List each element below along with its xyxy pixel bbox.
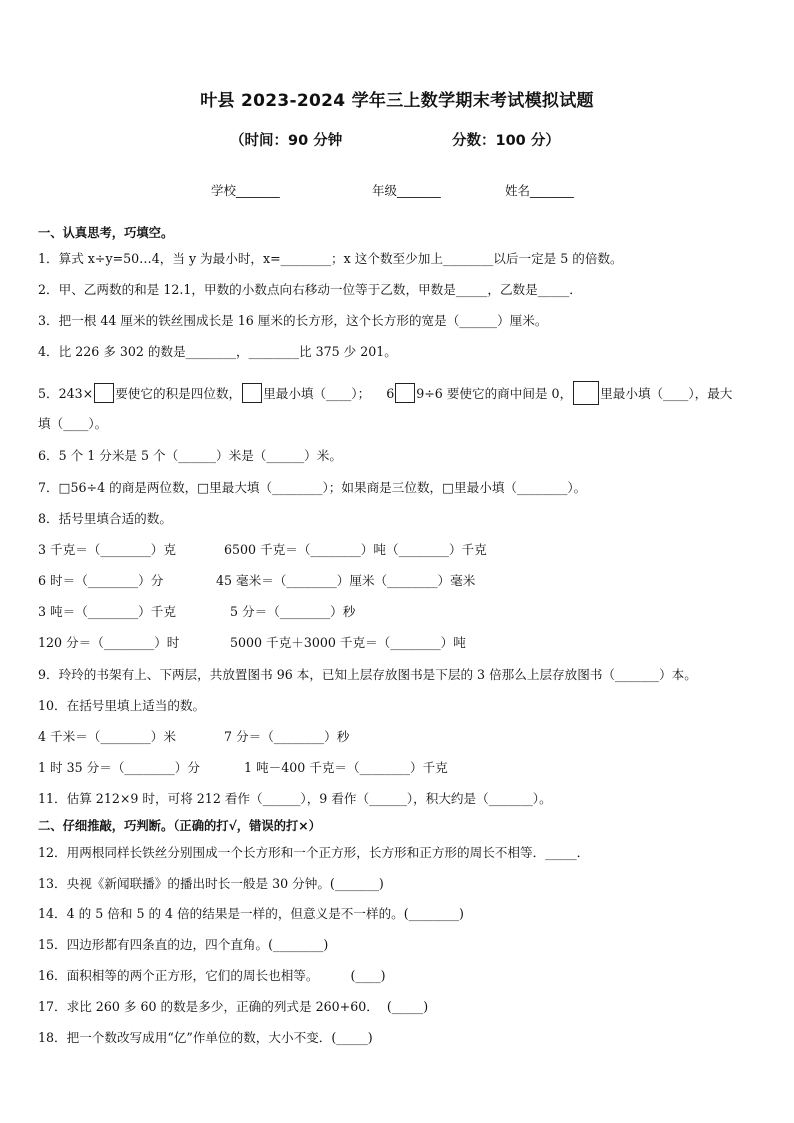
q8-item: 45 毫米＝（________）厘米（________）毫米 [216,573,476,588]
blank-box [242,383,262,403]
question-5-cont: 填（____）。 [38,416,108,431]
q10-item: 1 时 35 分＝（________）分 [38,760,200,775]
question-8: 8．括号里填合适的数。 [38,511,172,526]
question-7: 7．□56÷4 的商是两位数，□里最大填（________）；如果商是三位数，□里最小填（________）。 [38,480,587,495]
question-9: 9．玲玲的书架有上、下两层，共放置图书 96 本，已知上层存放图书是下层的 3 倍那么上层存放图书（_______）本。 [38,667,697,682]
question-18: 18．把一个数改写成用“亿”作单位的数，大小不变．(_____) [38,1030,373,1045]
q8-item: 120 分＝（________）时 [38,635,180,650]
q10-item: 1 吨－400 千克＝（________）千克 [244,760,448,775]
q8-item: 3 千克＝（________）克 [38,542,176,557]
q5-part-c: 里最小填（____）； [263,386,371,401]
q10-item: 4 千米＝（________）米 [38,729,176,744]
question-13: 13．央视《新闻联播》的播出时长一般是 30 分钟。(_______) [38,876,384,891]
question-12: 12．用两根同样长铁丝分别围成一个长方形和一个正方形，长方形和正方形的周长不相等．_____． [38,845,590,860]
question-4: 4．比 226 多 302 的数是________，________比 375 少 201。 [38,344,397,359]
exam-score: 分数：100 分） [452,133,560,149]
question-15: 15．四边形都有四条直的边，四个直角。(________) [38,937,329,952]
blank-box [573,381,599,405]
q5-part-d: 6 [386,386,395,401]
page-title: 叶县 2023-2024 学年三上数学期末考试模拟试题 [200,91,594,111]
q5-part-f: 里最小填（____），最大 [600,386,733,401]
question-2: 2．甲、乙两数的和是 12.1，甲数的小数点向右移动一位等于乙数，甲数是_____，乙数是_____． [38,282,582,297]
q8-item: 5000 千克＋3000 千克＝（________）吨 [230,635,466,650]
question-14: 14．4 的 5 倍和 5 的 4 倍的结果是一样的，但意义是不一样的。(________) [38,906,464,921]
question-10: 10．在括号里填上适当的数。 [38,698,206,713]
question-11: 11．估算 212×9 时，可将 212 看作（______），9 看作（______），积大约是（_______）。 [38,791,552,806]
exam-time: （时间：90 分钟 [230,133,343,149]
name-field: 姓名_______ [505,183,574,198]
section-heading-judge: 二、仔细推敲，巧判断。（正确的打√，错误的打×） [38,819,321,833]
question-6: 6．5 个 1 分米是 5 个（______）米是（______）米。 [38,448,342,463]
question-17: 17．求比 260 多 60 的数是多少，正确的列式是 260+60． (_____) [38,999,429,1014]
q10-item: 7 分＝（________）秒 [224,729,350,744]
blank-box [94,383,114,403]
grade-field: 年级_______ [372,183,441,198]
school-field: 学校_______ [211,183,280,198]
q8-item: 6 时＝（________）分 [38,573,164,588]
q5-part-a: 5．243× [38,386,94,401]
q8-item: 3 吨＝（________）千克 [38,604,176,619]
question-3: 3．把一根 44 厘米的铁丝围成长是 16 厘米的长方形，这个长方形的宽是（______）厘米。 [38,313,548,328]
question-16: 16．面积相等的两个正方形，它们的周长也相等。 (____) [38,968,386,983]
blank-box [395,383,415,403]
q5-part-b: 要使它的积是四位数， [115,386,242,401]
question-1: 1．算式 x÷y=50…4，当 y 为最小时，x=________；x 这个数至少加上________以后一定是 5 的倍数。 [38,251,623,266]
q5-part-e: 9÷6 要使它的商中间是 0， [416,386,573,401]
q8-item: 6500 千克＝（________）吨（________）千克 [224,542,487,557]
q8-item: 5 分＝（________）秒 [230,604,356,619]
question-5 [38,381,732,405]
section-heading-fill-in: 一、认真思考，巧填空。 [38,226,174,240]
